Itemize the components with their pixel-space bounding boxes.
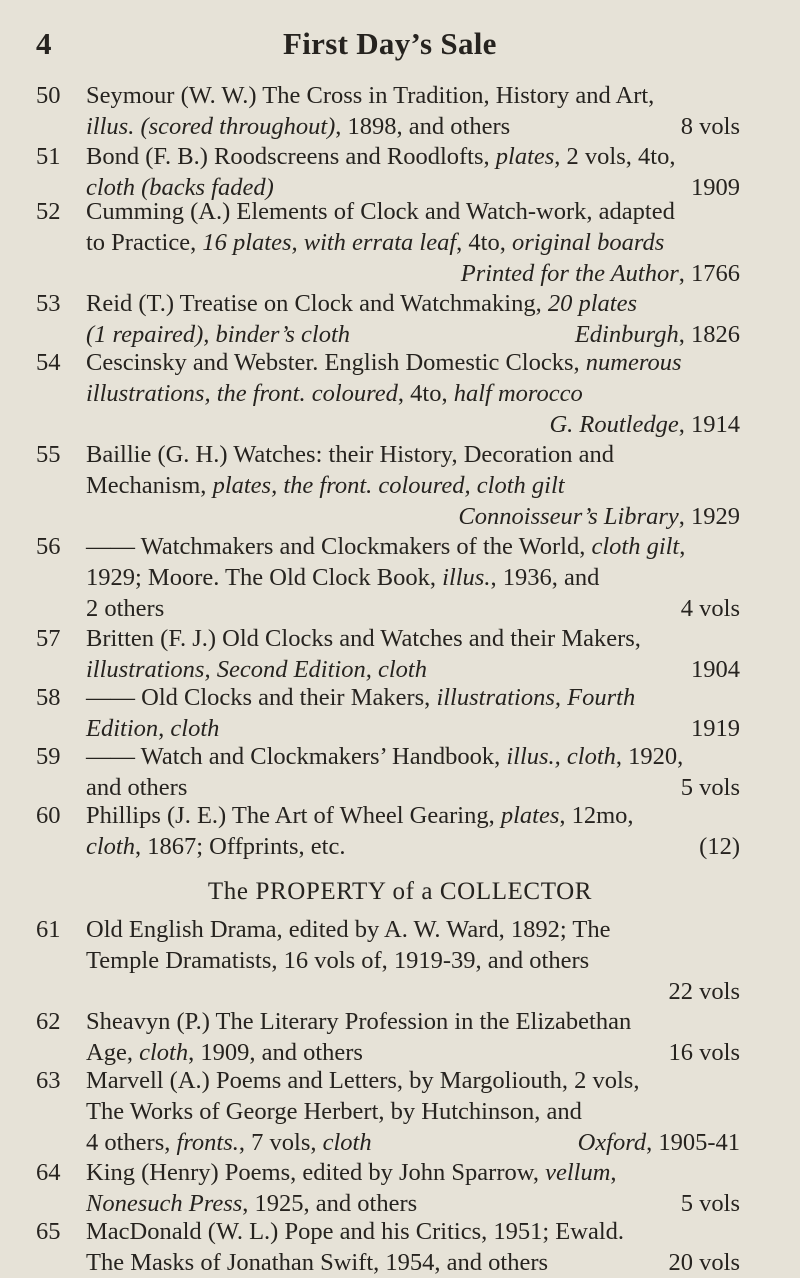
lot-text-segment: —— Old Clocks and their Makers, (86, 684, 437, 711)
lot-text-segment: (12) (699, 833, 740, 860)
lot-text-segment: , 1925, and others (242, 1190, 418, 1217)
lot-text-segment: Old English Drama, edited by A. W. Ward, 1892; The (86, 916, 611, 943)
lot-text-segment: cloth (139, 1039, 189, 1066)
lot-text-segment: cloth (backs faded) (86, 174, 274, 201)
lot-line (86, 348, 740, 378)
lot-text-segment: 4 others, (86, 1129, 177, 1156)
lot-text-segment: , 2 vols, 4to, (554, 143, 676, 170)
lot-text-segment: , 1867; Offprints, etc. (135, 833, 346, 860)
lot-quantity (699, 832, 740, 862)
lot-text-segment: Phillips (J. E.) The Art of Wheel Gearing, (86, 802, 501, 829)
lot-text-segment: vellum (545, 1159, 611, 1186)
lot-description (86, 714, 219, 744)
lot-text-segment: , 1909, and others (188, 1039, 363, 1066)
lot-line (86, 410, 740, 440)
lot-text-segment: Oxford (577, 1129, 647, 1156)
lot-text-segment: , 1766 (678, 260, 740, 287)
lot-text-segment: cloth (322, 1129, 372, 1156)
lot-text-segment: Age, (86, 1039, 140, 1066)
lot-line (86, 1217, 740, 1247)
lot-text-segment: plates (500, 802, 560, 829)
lot-text-segment: 16 plates, with errata leaf (202, 229, 457, 256)
lot-text-segment: , 1929 (678, 503, 740, 530)
page-number: 4 (36, 26, 52, 61)
lot-text-segment: MacDonald (W. L.) Pope and his Critics, 1951; Ewald. (86, 1218, 625, 1245)
lot-line (86, 81, 740, 111)
lot-number: 59 (36, 743, 61, 770)
lot-line (86, 977, 740, 1007)
lot-text-segment: Temple Dramatists, 16 vols of, 1919-39, and others (86, 947, 590, 974)
lot-quantity (681, 773, 740, 803)
lot-number: 60 (36, 802, 61, 829)
lot-text-segment: 1904 (691, 656, 740, 683)
lot-text-segment: , 1914 (678, 411, 740, 438)
lot-text-segment: Cumming (A.) Elements of Clock and Watch-work, adapted (86, 198, 675, 225)
lot-quantity (669, 1248, 740, 1278)
lot-line (86, 228, 740, 258)
lot-text-segment: 1929; Moore. The Old Clock Book, (86, 564, 443, 591)
lot-number: 64 (36, 1159, 61, 1186)
lot-text-segment: Sheavyn (P.) The Literary Profession in the Elizabethan (86, 1008, 632, 1035)
lot-text-segment: to Practice, (86, 229, 203, 256)
lot-line (86, 1158, 740, 1188)
lot-text-segment: Printed for the Author (460, 260, 679, 287)
lot-text-segment: Reid (T.) Treatise on Clock and Watchmaking, (86, 290, 548, 317)
lot-text-segment: 1909 (691, 174, 740, 201)
lot-number: 63 (36, 1067, 61, 1094)
lot-quantity (669, 1038, 740, 1068)
lot-line (86, 502, 740, 532)
lot-description (86, 320, 350, 350)
lot-text-segment: Bond (F. B.) Roodscreens and Roodlofts, (86, 143, 496, 170)
lot-line (86, 1128, 740, 1158)
lot-description (86, 1248, 548, 1278)
lot-number: 51 (36, 143, 61, 170)
lot-text-segment: half morocco (453, 380, 583, 407)
lot-text-segment: King (Henry) Poems, edited by John Sparrow, (86, 1159, 546, 1186)
lot-text-segment: 20 plates (547, 290, 638, 317)
lot-text-segment: Seymour (W. W.) The Cross in Tradition, History and Art, (86, 82, 655, 109)
lot-text-segment: The Masks of Jonathan Swift, 1954, and others (86, 1249, 549, 1276)
lot-line (86, 742, 740, 772)
lot-description (86, 594, 164, 624)
lot-line (86, 1007, 740, 1037)
lot-text-segment: illus. (442, 564, 491, 591)
lot-line (86, 594, 740, 624)
lot-line (86, 655, 740, 685)
lot-text-segment: —— Watch and Clockmakers’ Handbook, (86, 743, 507, 770)
lot-quantity (681, 112, 740, 142)
lot-number: 58 (36, 684, 61, 711)
page-title: First Day’s Sale (283, 26, 497, 61)
lot-line (86, 683, 740, 713)
lot-number: 55 (36, 441, 61, 468)
lot-line (86, 624, 740, 654)
lot-text-segment: , (610, 1159, 617, 1186)
lot-text-segment: Connoisseur’s Library (458, 503, 679, 530)
lot-text-segment: , 4to, (456, 229, 512, 256)
lot-number: 52 (36, 198, 61, 225)
lot-text-segment: Baillie (G. H.) Watches: their History, Decoration and (86, 441, 615, 468)
lot-line (86, 1038, 740, 1068)
lot-number: 61 (36, 916, 61, 943)
lot-text-segment: numerous (585, 349, 682, 376)
lot-text-segment: , 1826 (678, 321, 740, 348)
lot-text-segment: fronts. (176, 1129, 239, 1156)
lot-quantity (575, 320, 740, 350)
lot-text-segment: illustrations, Fourth (436, 684, 636, 711)
lot-text-segment: cloth (86, 833, 135, 860)
lot-line (86, 142, 740, 172)
lot-line (86, 714, 740, 744)
page-header (0, 26, 800, 66)
lot-text-segment: 1919 (691, 715, 740, 742)
lot-text-segment: 5 vols (680, 1190, 740, 1217)
lot-line (86, 1189, 740, 1219)
lot-text-segment: 16 vols (668, 1039, 740, 1066)
lot-text-segment: , 1936, and (490, 564, 600, 591)
lot-text-segment: Britten (F. J.) Old Clocks and Watches and their Makers, (86, 625, 641, 652)
lot-text-segment: (1 repaired), binder’s cloth (86, 321, 351, 348)
lot-text-segment: 22 vols (668, 978, 740, 1005)
lot-line (86, 320, 740, 350)
lot-text-segment: 8 vols (680, 113, 740, 140)
lot-description (86, 1128, 372, 1158)
lot-text-segment: G. Routledge (549, 411, 679, 438)
lot-text-segment: , 12mo, (559, 802, 634, 829)
lot-line (86, 563, 740, 593)
lot-line (86, 915, 740, 945)
lot-text-segment: Marvell (A.) Poems and Letters, by Margoliouth, 2 vols, (86, 1067, 640, 1094)
lot-text-segment: 2 others (86, 595, 165, 622)
lot-line (86, 112, 740, 142)
lot-number: 54 (36, 349, 61, 376)
lot-line (86, 832, 740, 862)
lot-text-segment: illustrations, Second Edition, cloth (86, 656, 427, 683)
lot-quantity (681, 1189, 740, 1219)
lot-quantity (578, 1128, 740, 1158)
lot-text-segment: , (679, 533, 686, 560)
lot-line (86, 1097, 740, 1127)
lot-text-segment: illus., cloth (506, 743, 616, 770)
lot-line (86, 440, 740, 470)
lot-description (86, 1189, 417, 1219)
lot-description (86, 112, 510, 142)
lot-text-segment: plates, the front. coloured, cloth gilt (212, 472, 565, 499)
lot-line (86, 289, 740, 319)
section-heading: The PROPERTY of a COLLECTOR (207, 878, 593, 905)
lot-line (86, 773, 740, 803)
lot-text-segment: cloth gilt (591, 533, 680, 560)
lot-text-segment: , 1920, (615, 743, 684, 770)
lot-description (86, 655, 427, 685)
lot-text-segment: plates (495, 143, 555, 170)
lot-line (86, 532, 740, 562)
lot-quantity (691, 714, 740, 744)
lot-line (86, 259, 740, 289)
lot-text-segment: , 7 vols, (238, 1129, 323, 1156)
lot-text-segment: original boards (511, 229, 665, 256)
lot-text-segment: Mechanism, (86, 472, 213, 499)
lot-line (86, 379, 740, 409)
lot-text-segment: illustrations, the front. coloured (86, 380, 398, 407)
lot-text-segment: Edinburgh (574, 321, 679, 348)
lot-text-segment: illus. (scored throughout) (86, 113, 336, 140)
lot-number: 50 (36, 82, 61, 109)
lot-text-segment: Nonesuch Press (86, 1190, 243, 1217)
lot-line (86, 801, 740, 831)
lot-number: 62 (36, 1008, 61, 1035)
lot-line (86, 471, 740, 501)
lot-text-segment: , 1898, and others (335, 113, 511, 140)
lot-text-segment: , 1905-41 (646, 1129, 740, 1156)
lot-text-segment: and others (86, 774, 188, 801)
lot-number: 57 (36, 625, 61, 652)
lot-line (86, 1248, 740, 1278)
lot-text-segment: 20 vols (668, 1249, 740, 1276)
lot-number: 65 (36, 1218, 61, 1245)
lot-text-segment: 5 vols (680, 774, 740, 801)
lot-line (86, 197, 740, 227)
lot-number: 53 (36, 290, 61, 317)
lot-text-segment: Edition, cloth (86, 715, 220, 742)
lot-text-segment: 4 vols (680, 595, 740, 622)
lot-line (86, 1066, 740, 1096)
lot-quantity (691, 655, 740, 685)
lot-text-segment: Cescinsky and Webster. English Domestic Clocks, (86, 349, 586, 376)
lot-number: 56 (36, 533, 61, 560)
lot-text-segment: , 4to, (397, 380, 454, 407)
lot-text-segment: —— Watchmakers and Clockmakers of the World, (86, 533, 592, 560)
lot-text-segment: The Works of George Herbert, by Hutchinson, and (86, 1098, 582, 1125)
lot-description (86, 832, 346, 862)
lot-description (86, 773, 187, 803)
lot-line (86, 946, 740, 976)
lot-description (86, 1038, 363, 1068)
lot-quantity (681, 594, 740, 624)
